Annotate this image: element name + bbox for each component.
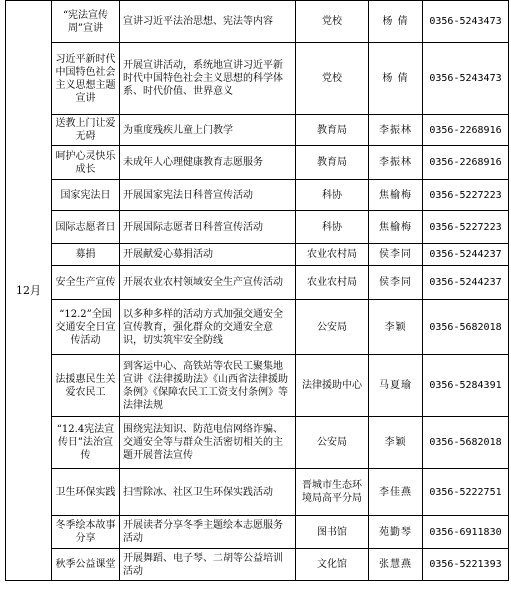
organizer: 党校 bbox=[296, 43, 369, 115]
activity-name: 国家宪法日 bbox=[52, 180, 120, 211]
table-row bbox=[6, 244, 509, 266]
organizer: 晋城市生态环境局高平分局 bbox=[296, 469, 369, 516]
organizer: 公安局 bbox=[296, 417, 369, 469]
contact-phone: 0356-5221393 bbox=[423, 549, 509, 581]
activity-name: 募捐 bbox=[52, 244, 120, 266]
table-row bbox=[6, 43, 509, 115]
activity-content: 扫雪除冰、社区卫生环保实践活动 bbox=[120, 469, 296, 516]
activity-name: 习近平新时代中国特色社会主义思想主题宣讲 bbox=[52, 43, 120, 115]
activity-content: 开展舞蹈、电子琴、二胡等公益培训活动 bbox=[120, 549, 296, 581]
activity-content: 开展国家宪法日科普宣传活动 bbox=[120, 180, 296, 211]
activity-name: 冬季绘本故事分享 bbox=[52, 516, 120, 549]
contact-person: 李颖 bbox=[369, 417, 423, 469]
activity-content: 开展宣讲活动，系统地宣讲习近平新时代中国特色社会主义思想的科学体系、时代价值、世界意义 bbox=[120, 43, 296, 115]
organizer: 公安局 bbox=[296, 300, 369, 355]
contact-person: 杨 倩 bbox=[369, 1, 423, 43]
contact-person: 李佳燕 bbox=[369, 469, 423, 516]
activity-name: “12.4宪法宣传日”法治宣传 bbox=[52, 417, 120, 469]
contact-person: 杨 倩 bbox=[369, 43, 423, 115]
organizer: 科协 bbox=[296, 211, 369, 244]
activity-table bbox=[5, 0, 509, 581]
contact-person: 张慧燕 bbox=[369, 549, 423, 581]
contact-phone: 0356-2268916 bbox=[423, 115, 509, 146]
contact-person: 侯李同 bbox=[369, 266, 423, 300]
organizer: 党校 bbox=[296, 1, 369, 43]
activity-name: 国际志愿者日 bbox=[52, 211, 120, 244]
table-row bbox=[6, 549, 509, 581]
organizer: 科协 bbox=[296, 180, 369, 211]
organizer: 农业农村局 bbox=[296, 266, 369, 300]
contact-person: 马夏瑜 bbox=[369, 355, 423, 417]
contact-person: 焦榆梅 bbox=[369, 180, 423, 211]
activity-content: 围绕宪法知识、防范电信网络诈骗、交通安全等与群众生活密切相关的主题开展普法宣传 bbox=[120, 417, 296, 469]
activity-name: 送教上门让爱无碍 bbox=[52, 115, 120, 146]
activity-content: 宣讲习近平法治思想、宪法等内容 bbox=[120, 1, 296, 43]
activity-name: 秋季公益课堂 bbox=[52, 549, 120, 581]
table-row bbox=[6, 469, 509, 516]
contact-phone: 0356-5682018 bbox=[423, 300, 509, 355]
table-row bbox=[6, 115, 509, 146]
table-row bbox=[6, 266, 509, 300]
activity-content: 以多种多样的活动方式加强交通安全宣传教育，强化群众的交通安全意识，切实筑牢安全防线 bbox=[120, 300, 296, 355]
activity-name: 安全生产宣传 bbox=[52, 266, 120, 300]
organizer: 法律援助中心 bbox=[296, 355, 369, 417]
contact-phone: 0356-6911830 bbox=[423, 516, 509, 549]
contact-phone: 0356-5244237 bbox=[423, 266, 509, 300]
contact-phone: 0356-5243473 bbox=[423, 43, 509, 115]
activity-content: 未成年人心理健康教育志愿服务 bbox=[120, 146, 296, 180]
activity-name: “宪法宣传周”宣讲 bbox=[52, 1, 120, 43]
table-row bbox=[6, 417, 509, 469]
contact-phone: 0356-5243473 bbox=[423, 1, 509, 43]
contact-person: 李振林 bbox=[369, 146, 423, 180]
organizer: 图书馆 bbox=[296, 516, 369, 549]
activity-name: “12.2”全国交通安全日宣传活动 bbox=[52, 300, 120, 355]
contact-person: 李颖 bbox=[369, 300, 423, 355]
table-row bbox=[6, 300, 509, 355]
activity-content: 到客运中心、高铁站等农民工聚集地宣讲《法律援助法》《山西省法律援助条例》《保障农民工工资支付条例》等法律法规 bbox=[120, 355, 296, 417]
contact-person: 苑勤琴 bbox=[369, 516, 423, 549]
activity-content: 为重度残疾儿童上门教学 bbox=[120, 115, 296, 146]
contact-phone: 0356-5244237 bbox=[423, 244, 509, 266]
contact-phone: 0356-2268916 bbox=[423, 146, 509, 180]
contact-person: 李振林 bbox=[369, 115, 423, 146]
activity-name: 法援惠民生关爱农民工 bbox=[52, 355, 120, 417]
activity-content: 开展读者分享冬季主题绘本志愿服务活动 bbox=[120, 516, 296, 549]
contact-person: 焦榆梅 bbox=[369, 211, 423, 244]
table-row bbox=[6, 211, 509, 244]
organizer: 教育局 bbox=[296, 146, 369, 180]
activity-content: 开展农业农村领域安全生产宣传活动 bbox=[120, 266, 296, 300]
table-row bbox=[6, 180, 509, 211]
month-cell: 12月 bbox=[6, 1, 52, 581]
contact-phone: 0356-5227223 bbox=[423, 180, 509, 211]
table-row bbox=[6, 146, 509, 180]
activity-content: 开展献爱心募捐活动 bbox=[120, 244, 296, 266]
contact-phone: 0356-5682018 bbox=[423, 417, 509, 469]
organizer: 农业农村局 bbox=[296, 244, 369, 266]
activity-name: 呵护心灵快乐成长 bbox=[52, 146, 120, 180]
activity-content: 开展国际志愿者日科普宣传活动 bbox=[120, 211, 296, 244]
organizer: 教育局 bbox=[296, 115, 369, 146]
contact-person: 侯李同 bbox=[369, 244, 423, 266]
table-row bbox=[6, 355, 509, 417]
activity-name: 卫生环保实践 bbox=[52, 469, 120, 516]
contact-phone: 0356-5227223 bbox=[423, 211, 509, 244]
organizer: 文化馆 bbox=[296, 549, 369, 581]
table-row bbox=[6, 516, 509, 549]
contact-phone: 0356-5284391 bbox=[423, 355, 509, 417]
table-row bbox=[6, 1, 509, 43]
contact-phone: 0356-5222751 bbox=[423, 469, 509, 516]
